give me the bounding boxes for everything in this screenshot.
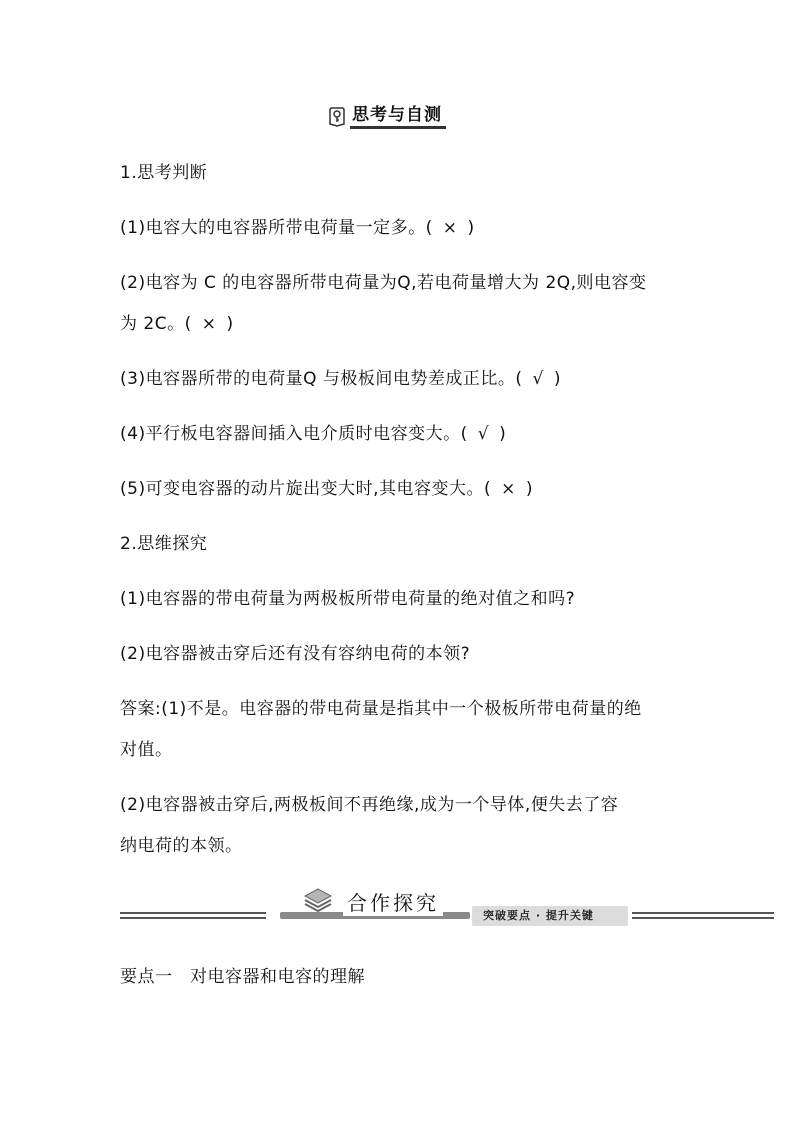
judgement-item-5 xyxy=(120,478,533,500)
judgement-text: 为 2C。( xyxy=(120,314,192,334)
answer-1-line1: 答案:(1)不是。电容器的带电荷量是指其中一个极板所带电荷量的绝 xyxy=(120,699,642,719)
judgement-text: (3)电容器所带的电荷量Q 与极板间电势差成正比。( xyxy=(120,369,523,389)
judgement-item-2-line2 xyxy=(120,313,234,335)
judgement-answer-mark: × xyxy=(442,218,458,238)
banner-left-rule xyxy=(120,912,266,919)
close-paren: ) xyxy=(467,218,475,238)
judgement-answer-mark: √ xyxy=(477,424,490,444)
answer-2-line1: (2)电容器被击穿后,两极板间不再绝缘,成为一个导体,便失去了容 xyxy=(120,795,619,815)
judgement-item-4 xyxy=(120,423,506,445)
judgement-answer-mark: √ xyxy=(532,369,544,389)
key-point-1-heading: 要点一 对电容器和电容的理解 xyxy=(120,967,365,987)
close-paren: ) xyxy=(499,424,507,444)
judgement-text: (1)电容大的电容器所带电荷量一定多。( xyxy=(120,218,433,238)
judgement-answer-mark: × xyxy=(501,479,516,499)
question2-heading: 2.思维探究 xyxy=(120,534,208,554)
judgement-item-3 xyxy=(120,368,561,390)
section-heading-self-test xyxy=(328,105,446,129)
judgement-text: (5)可变电容器的动片旋出变大时,其电容变大。( xyxy=(120,479,492,499)
judgement-item-1 xyxy=(120,217,475,239)
close-paren: ) xyxy=(525,479,534,499)
key-icon xyxy=(328,107,346,127)
inquiry-item-1: (1)电容器的带电荷量为两极板所带电荷量的绝对值之和吗? xyxy=(120,589,576,609)
close-paren: ) xyxy=(553,369,561,389)
judgement-answer-mark: × xyxy=(201,314,217,334)
banner-title: 合作探究 xyxy=(343,890,443,916)
close-paren: ) xyxy=(226,314,234,334)
judgement-text: (4)平行板电容器间插入电介质时电容变大。( xyxy=(120,424,468,444)
inquiry-item-2: (2)电容器被击穿后还有没有容纳电荷的本领? xyxy=(120,644,471,664)
answer-1-line2: 对值。 xyxy=(120,740,173,760)
banner-right-rule xyxy=(632,912,774,919)
answer-2-line2: 纳电荷的本领。 xyxy=(120,836,243,856)
banner-subtitle: 突破要点 · 提升关键 xyxy=(483,909,594,922)
question1-heading: 1.思考判断 xyxy=(120,163,208,183)
section-banner-cooperative-inquiry xyxy=(120,885,774,925)
judgement-item-2-line1: (2)电容为 C 的电容器所带电荷量为Q,若电荷量增大为 2Q,则电容变 xyxy=(120,273,647,293)
section-title: 思考与自测 xyxy=(350,105,446,129)
layers-icon xyxy=(303,885,333,915)
